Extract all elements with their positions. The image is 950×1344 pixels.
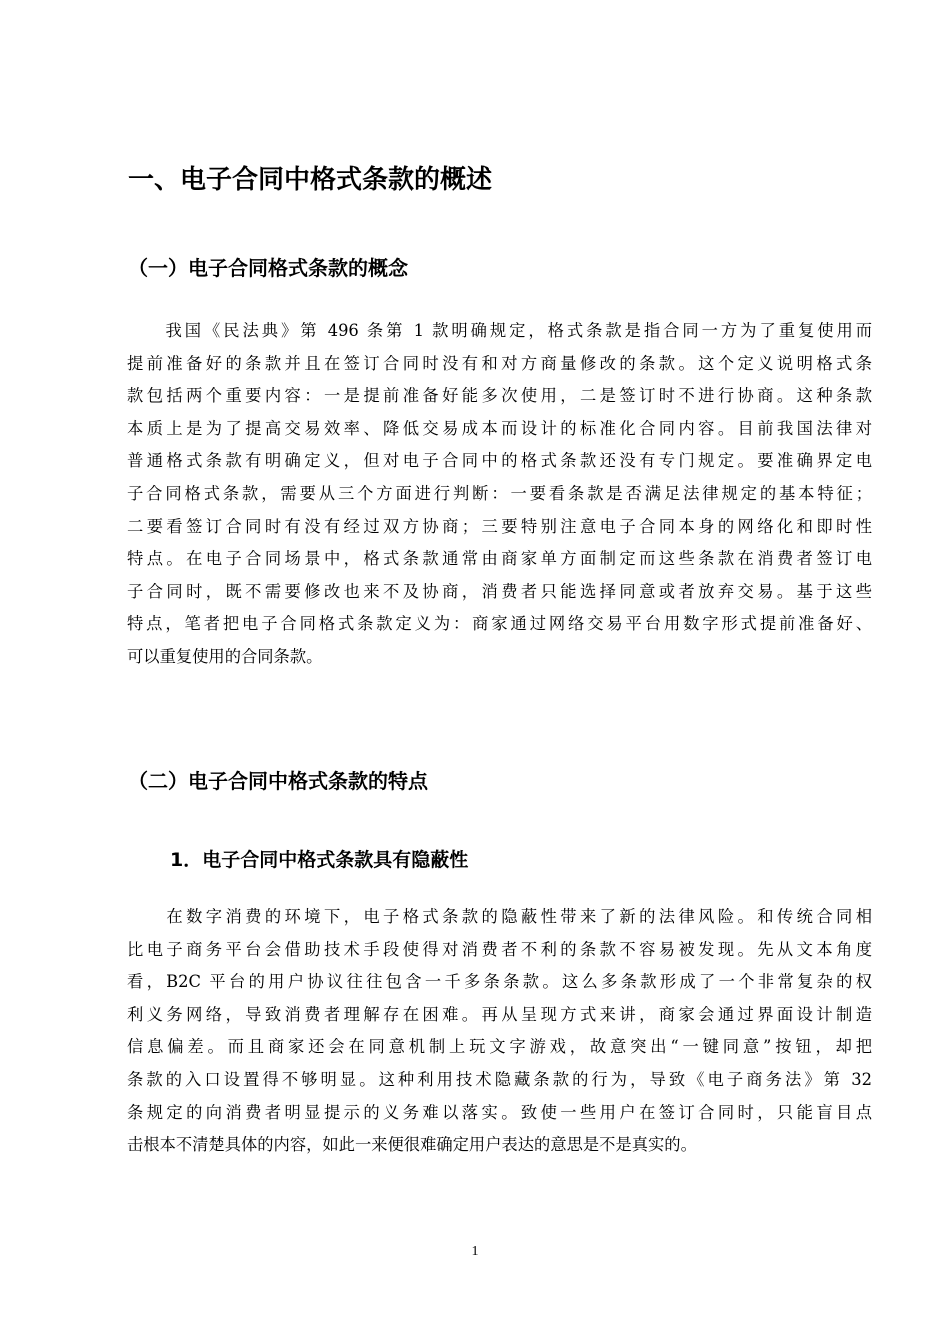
paragraph-line: 特点。在电子合同场景中，格式条款通常由商家单方面制定而这些条款在消费者签订电 — [127, 549, 872, 569]
paragraph-line: 看，B2C 平台的用户协议往往包含一千多条条款。这么多条款形成了一个非常复杂的权 — [127, 972, 872, 992]
paragraph-concept — [127, 315, 872, 674]
paragraph-line: 击根本不清楚具体的内容，如此一来便很难确定用户表达的意思是不是真实的。 — [127, 1135, 697, 1155]
paragraph-line: 条规定的向消费者明显提示的义务难以落实。致使一些用户在签订合同时，只能盲目点 — [127, 1102, 872, 1122]
paragraph-line: 条款的入口设置得不够明显。这种利用技术隐藏条款的行为，导致《电子商务法》第 32 — [127, 1069, 872, 1089]
paragraph-concealment — [127, 901, 872, 1162]
paragraph-line: 我国《民法典》第 496 条第 1 款明确规定，格式条款是指合同一方为了重复使用而 — [127, 321, 872, 340]
paragraph-line: 可以重复使用的合同条款。 — [127, 646, 323, 666]
paragraph-line: 提前准备好的条款并且在签订合同时没有和对方商量修改的条款。这个定义说明格式条 — [127, 353, 872, 373]
chapter-heading: 一、电子合同中格式条款的概述 — [128, 165, 493, 195]
subsection-heading-concealment: 1．电子合同中格式条款具有隐蔽性 — [170, 849, 469, 871]
paragraph-line: 普通格式条款有明确定义，但对电子合同中的格式条款还没有专门规定。要准确界定电 — [127, 451, 872, 471]
paragraph-line: 特点，笔者把电子合同格式条款定义为：商家通过网络交易平台用数字形式提前准备好、 — [127, 614, 872, 634]
paragraph-line: 子合同格式条款，需要从三个方面进行判断：一要看条款是否满足法律规定的基本特征； — [127, 483, 872, 503]
page-number: 1 — [471, 1244, 479, 1259]
section-heading-features: （二）电子合同中格式条款的特点 — [128, 769, 428, 793]
paragraph-line: 比电子商务平台会借助技术手段使得对消费者不利的条款不容易被发现。先从文本角度 — [127, 939, 872, 959]
paragraph-line: 二要看签订合同时有没有经过双方协商；三要特别注意电子合同本身的网络化和即时性 — [127, 516, 872, 536]
paragraph-line: 利义务网络，导致消费者理解存在困难。再从呈现方式来讲，商家会通过界面设计制造 — [127, 1004, 872, 1024]
paragraph-line: 子合同时，既不需要修改也来不及协商，消费者只能选择同意或者放弃交易。基于这些 — [127, 581, 872, 601]
paragraph-line: 信息偏差。而且商家还会在同意机制上玩文字游戏，故意突出“一键同意”按钮，却把 — [127, 1037, 872, 1057]
paragraph-line: 款包括两个重要内容：一是提前准备好能多次使用，二是签订时不进行协商。这种条款 — [127, 386, 872, 406]
paragraph-line: 在数字消费的环境下，电子格式条款的隐蔽性带来了新的法律风险。和传统合同相 — [127, 907, 872, 926]
paragraph-line: 本质上是为了提高交易效率、降低交易成本而设计的标准化合同内容。目前我国法律对 — [127, 418, 872, 438]
section-heading-concept: （一）电子合同格式条款的概念 — [128, 256, 408, 280]
